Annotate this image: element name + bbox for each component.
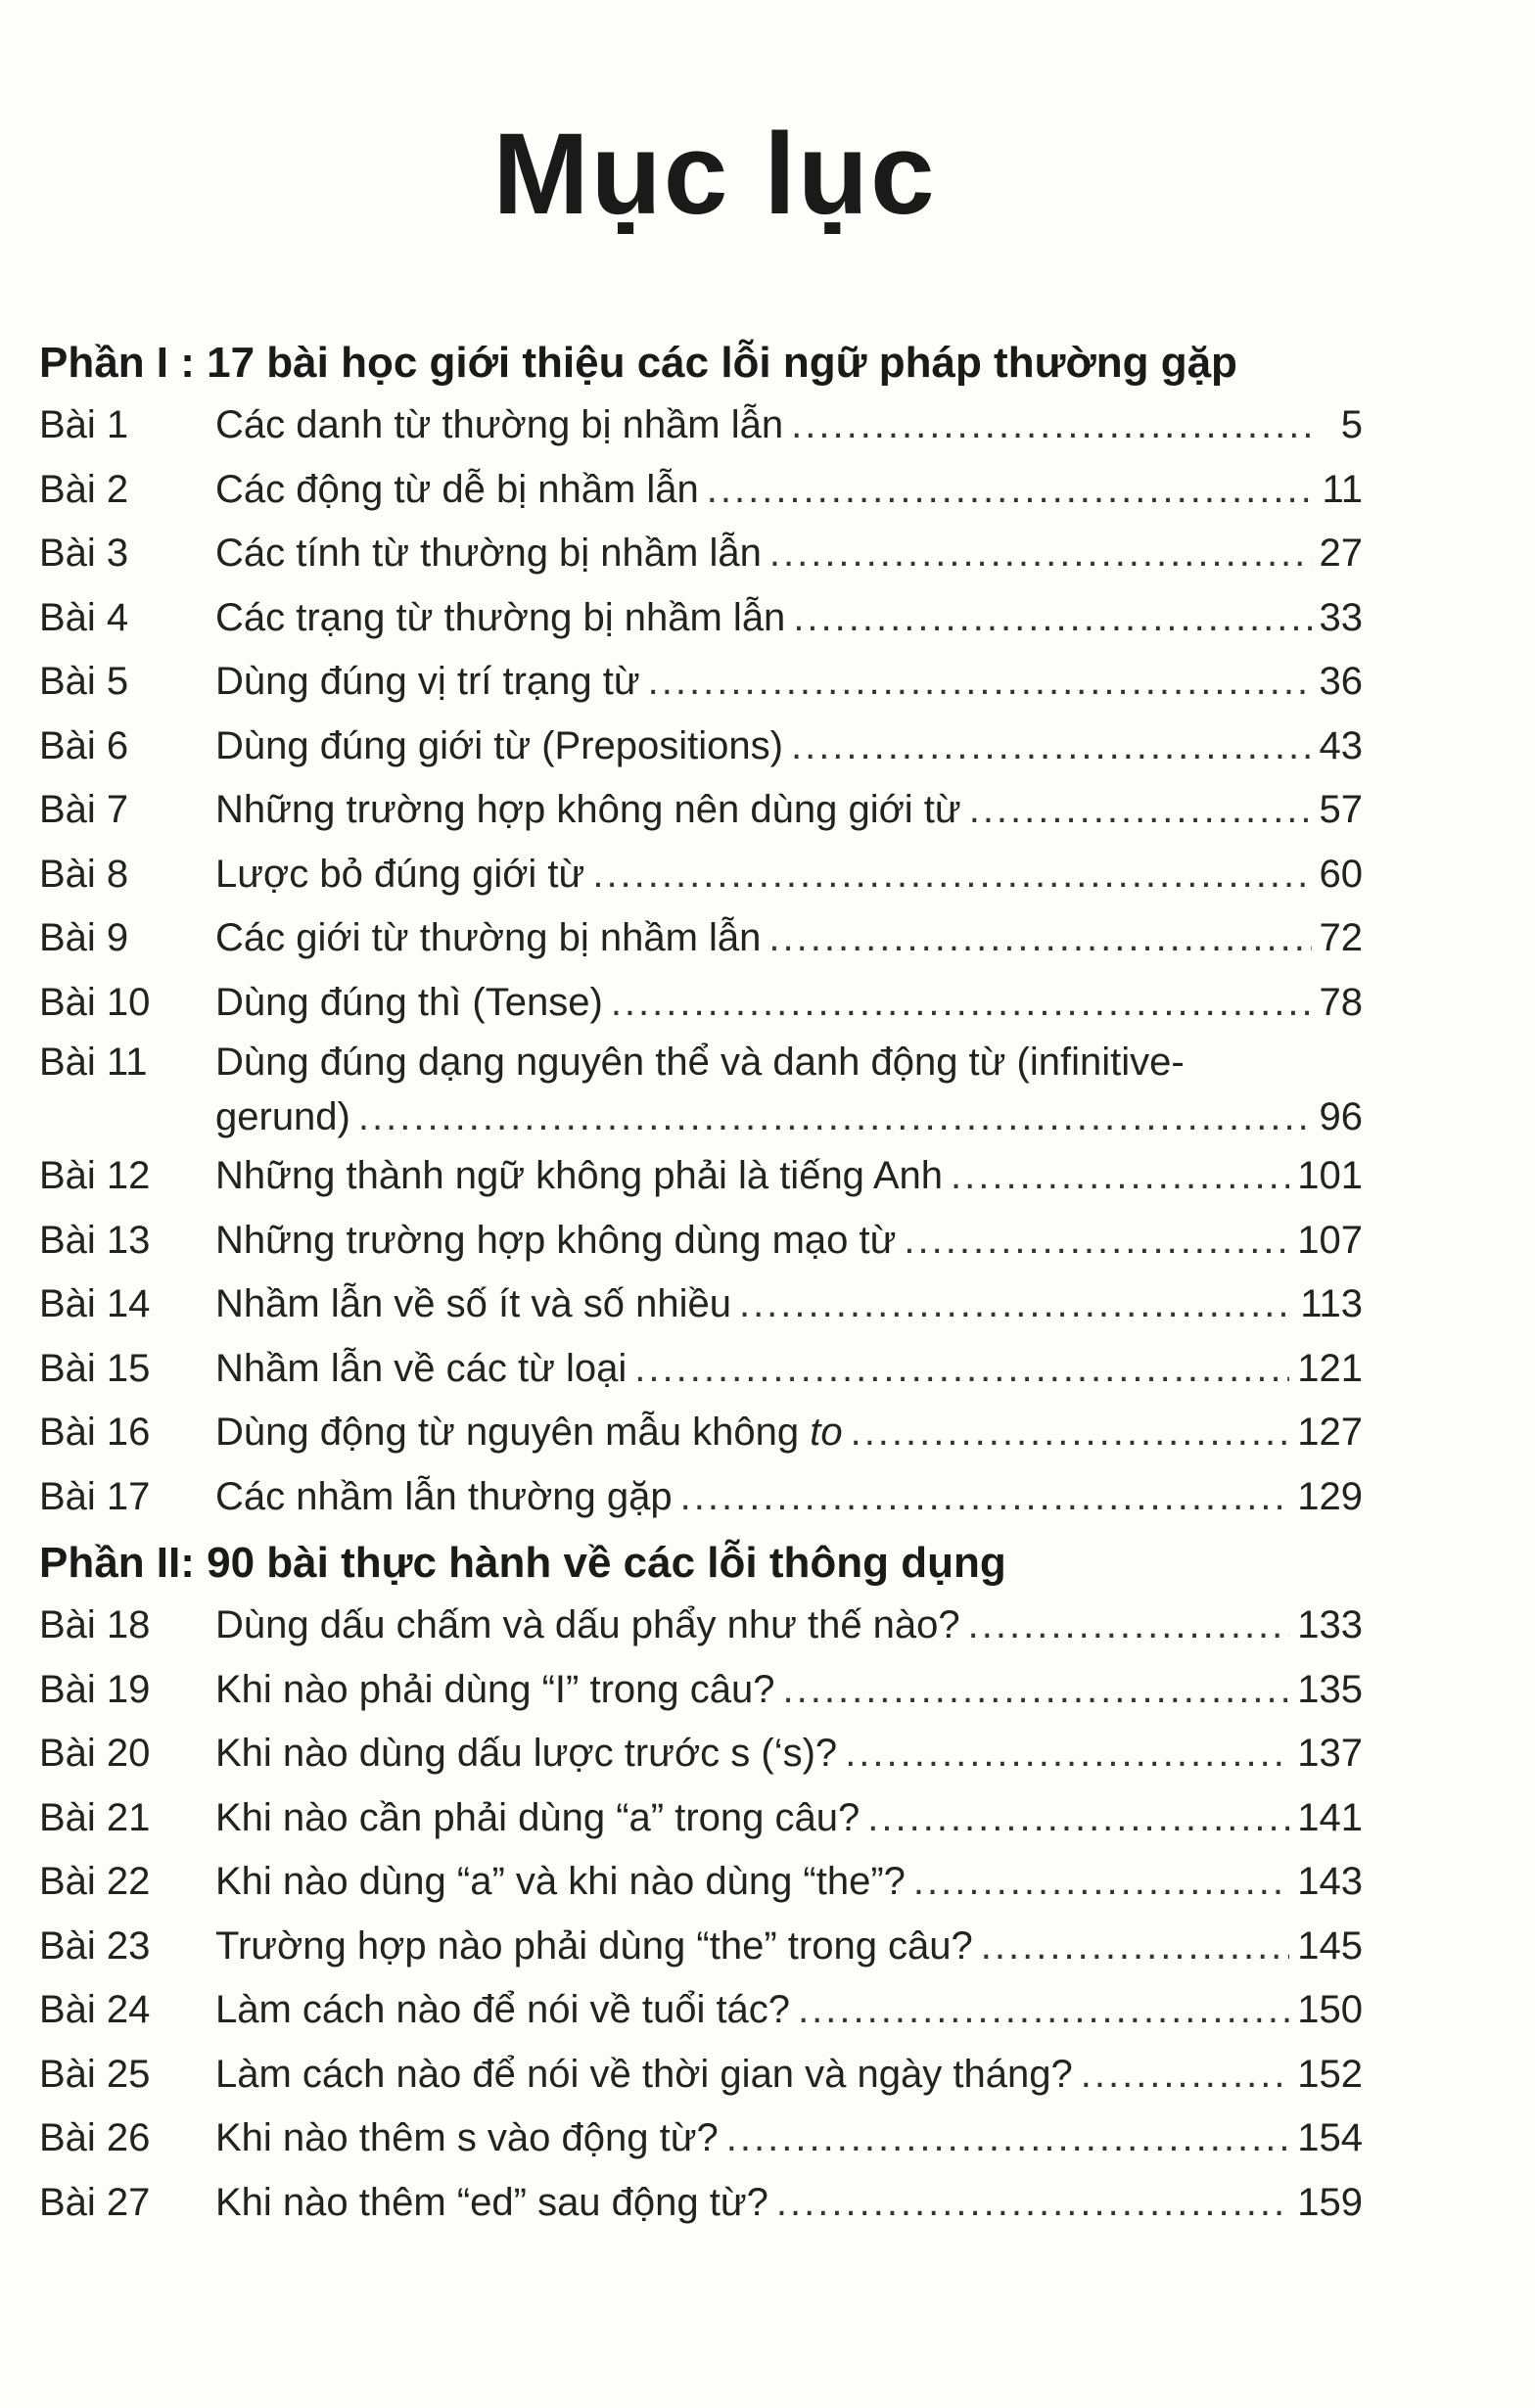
- toc-entry[interactable]: [39, 1594, 1363, 1658]
- entry-number: Bài 4: [39, 595, 129, 639]
- leader-dots: [768, 906, 1311, 971]
- leader-dots: [680, 1465, 1290, 1530]
- toc-entry[interactable]: [39, 650, 1363, 715]
- entry-title-italic: to: [810, 1411, 843, 1454]
- leader-dots: [968, 1594, 1290, 1658]
- leader-dots: [791, 394, 1316, 458]
- entry-title: Nhầm lẫn về các từ loại: [215, 1346, 628, 1390]
- entry-number: Bài 15: [39, 1346, 151, 1390]
- entry-page: 113: [1300, 1282, 1363, 1325]
- leader-dots: [592, 843, 1311, 907]
- entry-title: Các động từ dễ bị nhầm lẫn: [215, 467, 699, 511]
- entry-title: Khi nào phải dùng “I” trong câu?: [215, 1667, 775, 1711]
- toc-entry[interactable]: [39, 394, 1363, 458]
- entry-page: 135: [1297, 1667, 1363, 1711]
- leader-dots: [1081, 2043, 1290, 2107]
- toc-entry[interactable]: [39, 778, 1363, 843]
- entry-title: Khi nào dùng “a” và khi nào dùng “the”?: [215, 1860, 906, 1903]
- toc-entry[interactable]: [39, 2171, 1363, 2236]
- entry-page: 107: [1297, 1218, 1363, 1262]
- entry-page: 101: [1297, 1154, 1363, 1197]
- toc-entry-17[interactable]: [39, 1465, 1363, 1530]
- entry-page: 150: [1297, 1988, 1363, 2031]
- entry-title: Những thành ngữ không phải là tiếng Anh: [215, 1154, 944, 1197]
- entry-page: 143: [1297, 1860, 1363, 1903]
- entry-title: Dùng đúng vị trí trạng từ: [215, 660, 640, 703]
- entry-number: Bài 25: [39, 2052, 151, 2096]
- entry-number: Bài 18: [39, 1603, 151, 1646]
- leader-dots: [793, 586, 1311, 651]
- entry-title: Dùng đúng thì (Tense): [215, 980, 603, 1024]
- entry-page: 27: [1319, 532, 1363, 575]
- toc-entry[interactable]: [39, 2107, 1363, 2171]
- entry-number: Bài 3: [39, 532, 129, 575]
- toc-entry[interactable]: [39, 1209, 1363, 1273]
- entry-number: Bài 1: [39, 403, 129, 446]
- toc-entry-11[interactable]: [39, 1035, 1363, 1144]
- toc-entry[interactable]: [39, 522, 1363, 586]
- entry-page: 127: [1297, 1411, 1363, 1454]
- leader-dots: [739, 1273, 1292, 1337]
- entry-title: Các giới từ thường bị nhầm lẫn: [215, 916, 762, 959]
- leader-dots: [611, 971, 1312, 1036]
- entry-title: Các tính từ thường bị nhầm lẫn: [215, 532, 762, 575]
- entry-number: Bài 10: [39, 980, 151, 1024]
- entry-number: Bài 23: [39, 1923, 151, 1968]
- toc-entry[interactable]: [39, 1915, 1363, 1979]
- entry-number: Bài 21: [39, 1795, 151, 1839]
- entry-page: 11: [1322, 467, 1363, 511]
- leader-dots: [783, 1658, 1290, 1723]
- entry-number: Bài 24: [39, 1988, 151, 2031]
- entry-page: 33: [1319, 595, 1363, 639]
- entry-title: Lược bỏ đúng giới từ: [215, 852, 585, 896]
- entry-number: Bài 26: [39, 2116, 151, 2159]
- entry-title: Những trường hợp không dùng mạo từ: [215, 1218, 897, 1262]
- toc-entry[interactable]: [39, 843, 1363, 907]
- entry-number: Bài 27: [39, 2180, 151, 2224]
- entry-title: Khi nào thêm “ed” sau động từ?: [215, 2180, 768, 2224]
- entry-title: Các trạng từ thường bị nhầm lẫn: [215, 595, 786, 639]
- toc-entry[interactable]: [39, 1978, 1363, 2043]
- toc-entry[interactable]: [39, 586, 1363, 651]
- entry-title: Dùng dấu chấm và dấu phẩy như thế nào?: [215, 1603, 960, 1646]
- part2-heading: Phần II: 90 bài thực hành về các lỗi thông dụng: [39, 1539, 1006, 1587]
- leader-dots: [358, 1089, 1312, 1144]
- entry-number: Bài 19: [39, 1667, 151, 1711]
- entry-page: 121: [1297, 1346, 1363, 1390]
- entry-page: 152: [1297, 2052, 1363, 2096]
- leader-dots: [851, 1401, 1290, 1465]
- entry-title: Khi nào cần phải dùng “a” trong câu?: [215, 1795, 861, 1839]
- toc-entry[interactable]: [39, 1337, 1363, 1402]
- leader-dots: [648, 650, 1312, 715]
- entry-number: Bài 22: [39, 1860, 151, 1903]
- entry-number: Bài 20: [39, 1732, 151, 1775]
- entry-number: Bài 7: [39, 788, 129, 831]
- entry-number: Bài 8: [39, 852, 129, 896]
- entry-page: 60: [1319, 852, 1363, 896]
- entry-page: 57: [1319, 788, 1363, 831]
- table-of-contents: [39, 333, 1363, 2235]
- leader-dots: [726, 2107, 1289, 2171]
- toc-entry[interactable]: [39, 2043, 1363, 2107]
- entry-number: Bài 14: [39, 1282, 151, 1325]
- entry-number: Bài 13: [39, 1218, 151, 1262]
- entry-title-continued: gerund): [215, 1095, 350, 1138]
- entry-page: 43: [1319, 723, 1363, 767]
- leader-dots: [798, 1978, 1289, 2043]
- page-title: Mục lục: [492, 110, 937, 239]
- part2-entries: [39, 1594, 1363, 2235]
- leader-dots: [769, 522, 1312, 586]
- entry-number: Bài 12: [39, 1154, 151, 1197]
- leader-dots: [867, 1786, 1289, 1851]
- toc-entry[interactable]: [39, 1273, 1363, 1337]
- entry-number: Bài 9: [39, 916, 129, 959]
- entry-page: 159: [1297, 2180, 1363, 2224]
- entry-number: Bài 6: [39, 723, 129, 767]
- entry-number: Bài 2: [39, 467, 129, 511]
- entry-title: Dùng đúng giới từ (Prepositions): [215, 723, 783, 767]
- entry-page: 72: [1319, 916, 1363, 959]
- leader-dots: [904, 1209, 1289, 1273]
- entry-page: 145: [1297, 1923, 1363, 1968]
- entry-title: Các danh từ thường bị nhầm lẫn: [215, 403, 784, 446]
- leader-dots: [634, 1337, 1289, 1402]
- entry-page: 78: [1319, 980, 1363, 1024]
- toc-entry[interactable]: [39, 1850, 1363, 1915]
- leader-dots: [969, 778, 1312, 843]
- leader-dots: [951, 1144, 1289, 1209]
- toc-entry[interactable]: [39, 715, 1363, 779]
- entry-title: [215, 1401, 843, 1465]
- leader-dots: [791, 715, 1312, 779]
- toc-entry[interactable]: [39, 1144, 1363, 1209]
- entry-title: Những trường hợp không nên dùng giới từ: [215, 788, 961, 831]
- entry-page: 137: [1297, 1732, 1363, 1775]
- toc-entry-16[interactable]: [39, 1401, 1363, 1465]
- entry-page: 154: [1297, 2116, 1363, 2159]
- entry-title: Dùng đúng dạng nguyên thể và danh động từ (infinitive-: [215, 1041, 1185, 1084]
- entry-page: 141: [1297, 1795, 1363, 1839]
- leader-dots: [776, 2171, 1289, 2236]
- entry-title: Khi nào thêm s vào động từ?: [215, 2116, 719, 2159]
- entry-title: Khi nào dùng dấu lược trước s (‘s)?: [215, 1732, 838, 1775]
- entry-title: Các nhầm lẫn thường gặp: [215, 1474, 673, 1518]
- entry-number: Bài 5: [39, 660, 129, 703]
- entry-page: 36: [1319, 660, 1363, 703]
- entry-number: Bài 16: [39, 1411, 151, 1454]
- part1-entries-b: [39, 1144, 1363, 1401]
- leader-dots: [981, 1915, 1289, 1979]
- toc-entry[interactable]: [39, 1658, 1363, 1723]
- toc-entry[interactable]: [39, 906, 1363, 971]
- entry-page: 5: [1340, 403, 1363, 446]
- toc-entry[interactable]: [39, 1722, 1363, 1786]
- entry-title: Nhầm lẫn về số ít và số nhiều: [215, 1282, 731, 1325]
- toc-entry[interactable]: [39, 971, 1363, 1036]
- entry-number: Bài 17: [39, 1474, 151, 1518]
- entry-title: Trường hợp nào phải dùng “the” trong câu?: [215, 1923, 973, 1968]
- entry-page: 133: [1297, 1603, 1363, 1646]
- entry-page: 96: [1319, 1095, 1363, 1138]
- toc-entry[interactable]: [39, 458, 1363, 523]
- entry-page: 129: [1297, 1474, 1363, 1518]
- toc-entry[interactable]: [39, 1786, 1363, 1851]
- entry-title: Làm cách nào để nói về thời gian và ngày tháng?: [215, 2052, 1073, 2096]
- entry-title-text: Dùng động từ nguyên mẫu không: [215, 1411, 811, 1454]
- part1-heading: Phần I : 17 bài học giới thiệu các lỗi ngữ pháp thường gặp: [39, 339, 1237, 387]
- leader-dots: [707, 458, 1315, 523]
- entry-title: Làm cách nào để nói về tuổi tác?: [215, 1988, 791, 2031]
- entry-number: Bài 11: [39, 1041, 148, 1084]
- leader-dots: [845, 1722, 1289, 1786]
- part1-entries-a: [39, 394, 1363, 1035]
- leader-dots: [913, 1850, 1289, 1915]
